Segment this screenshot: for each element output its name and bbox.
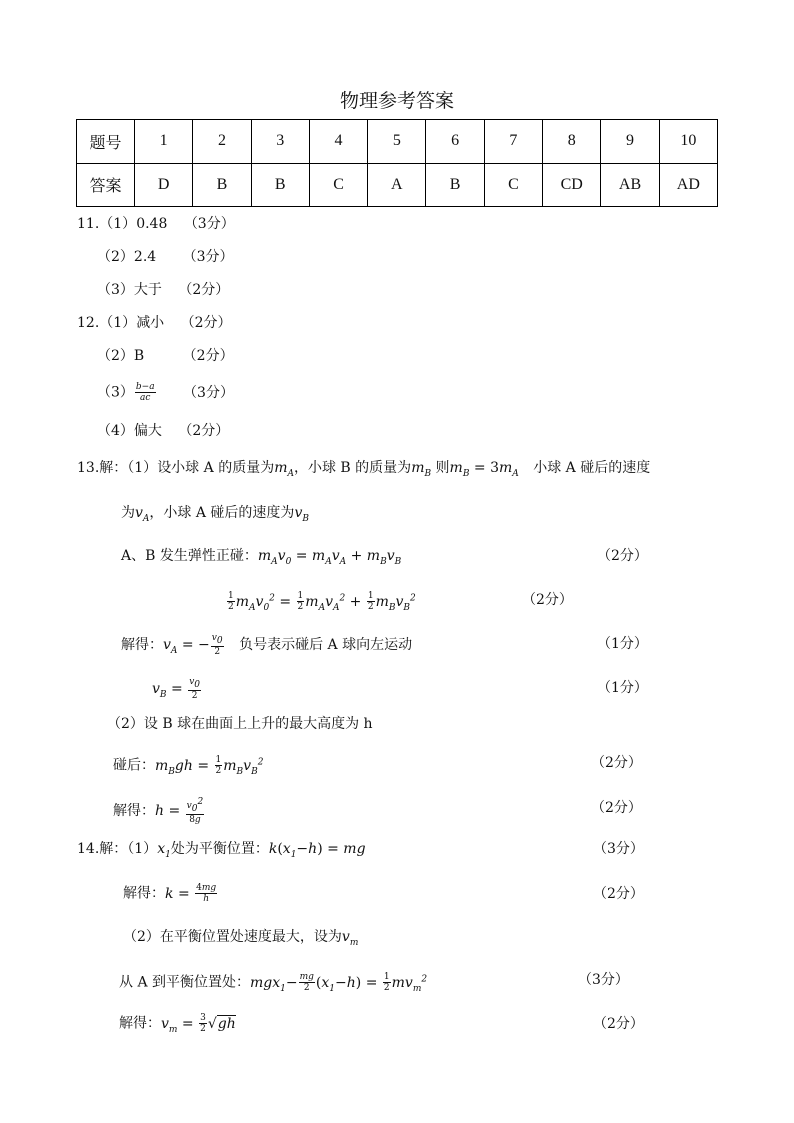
- q12-part2: [97, 346, 234, 366]
- math-mA: $m_A$: [274, 460, 294, 479]
- q14-equilibrium-label: 处为平衡位置：: [170, 841, 269, 857]
- q14-solve-label: 解得：: [123, 885, 165, 902]
- q13-negative-note: 负号表示碰后 A 球向左运动: [239, 636, 413, 653]
- q13-score-3: （1分）: [597, 636, 648, 652]
- math-vB-result: $v_B$ = $\frac{v_0}{2}$: [152, 677, 201, 701]
- q12-p1-score: （2分）: [180, 315, 232, 331]
- math-vm: $v_m$: [341, 929, 359, 948]
- q11-p1-score: （3分）: [183, 216, 235, 232]
- fraction-numerator: b−a: [135, 382, 155, 392]
- answer-cell: B: [251, 163, 309, 207]
- math-vm-result: $v_m$ = $\frac{3}{2}$ √gh: [161, 1013, 236, 1035]
- question-number: 10: [659, 120, 717, 164]
- q13-part1-label: （1）: [127, 460, 158, 476]
- q13-intro: [77, 458, 650, 484]
- question-number: 1: [135, 120, 193, 164]
- answer-cell: AB: [601, 163, 659, 207]
- answer-cell: B: [193, 163, 251, 207]
- q13-collision-label: A、B 发生弹性正碰：: [121, 548, 258, 564]
- q14-score-3: （3分）: [578, 972, 629, 988]
- q13-intro-text: ，小球 B 的质量为: [293, 460, 412, 476]
- q13-intro-text: 为: [121, 505, 135, 521]
- math-energy-eq: $\frac{1}{2}$ $m_Av_0^2$ = $\frac{1}{2}$ $m_Av_A^2$ + $\frac{1}{2}$ $m_Bv_B^2$: [228, 591, 416, 613]
- q14-part2-intro: [123, 927, 358, 953]
- row-label-number: 题号: [77, 120, 135, 164]
- q11-part3: [97, 280, 229, 300]
- q14-score-2: （2分）: [593, 886, 644, 902]
- q11-p3-label: （3）: [97, 282, 134, 298]
- answer-table: [76, 119, 718, 207]
- answer-cell: C: [484, 163, 542, 207]
- q12-p2-answer: B: [133, 348, 145, 364]
- answer-cell: A: [368, 163, 426, 207]
- math-height-eq: $m_Bgh$ = $\frac{1}{2}$ $m_Bv_B^2$: [155, 755, 264, 777]
- question-number: 4: [309, 120, 367, 164]
- q12-p4-answer: 偏大: [133, 423, 162, 439]
- q13-after-label: 碰后：: [113, 757, 155, 774]
- table-row-answers: [77, 163, 718, 207]
- q14-part1-label: （1）: [127, 841, 158, 857]
- q11-p2-label: （2）: [97, 249, 134, 265]
- q11-p1-answer: 0.48: [136, 216, 168, 232]
- math-vB: $v_B$: [294, 505, 309, 524]
- question-number: 6: [426, 120, 484, 164]
- q13-intro-text: 小球 A 碰后的速度: [533, 460, 651, 476]
- math-vA-result: $v_A$ = − $\frac{v_0}{2}$: [163, 633, 223, 657]
- q12-part3: [97, 382, 234, 403]
- page-title: 物理参考答案: [339, 90, 454, 112]
- q12-p4-label: （4）: [97, 423, 134, 439]
- q13-score-6: （2分）: [591, 800, 642, 816]
- q14-solution-vm: [119, 1013, 236, 1039]
- math-spring-eq: $k(x_1-h)$ = mg: [268, 841, 366, 860]
- q11-part2: [97, 247, 234, 267]
- q12-p3-fraction: [135, 382, 156, 403]
- q14-score-4: （2分）: [593, 1016, 644, 1032]
- q12-p4-score: （2分）: [178, 423, 230, 439]
- q12-p3-score: （3分）: [183, 384, 234, 401]
- question-number: 7: [484, 120, 542, 164]
- question-number: 9: [601, 120, 659, 164]
- q14-score-1: （3分）: [593, 841, 644, 857]
- q12-p1-label: （1）: [99, 315, 137, 331]
- answer-cell: CD: [543, 163, 601, 207]
- q14-part1: [77, 839, 366, 865]
- q13-momentum: [121, 546, 401, 572]
- q14-solution-k: [123, 883, 218, 904]
- q13-after-collision: [113, 752, 263, 781]
- q12-part4: [97, 421, 229, 441]
- q11-p2-score: （3分）: [182, 249, 234, 265]
- fraction-denominator: ac: [140, 393, 151, 403]
- answer-cell: D: [135, 163, 193, 207]
- q13-intro2: [121, 503, 309, 529]
- q13-number: 13.解：: [77, 460, 128, 476]
- q12-p2-label: （2）: [97, 348, 134, 364]
- q13-score-5: （2分）: [591, 755, 642, 771]
- row-label-answer: 答案: [77, 163, 135, 207]
- q13-solution-h: [113, 797, 205, 825]
- q12-part1: [77, 313, 232, 333]
- q14-solve-label: 解得：: [119, 1015, 161, 1032]
- q11-part1: [77, 214, 235, 234]
- math-mass-relation: $m_B = 3m_A$: [449, 460, 519, 479]
- answer-cell: AD: [659, 163, 717, 207]
- q13-score-2: （2分）: [522, 592, 573, 608]
- q12-p2-score: （2分）: [182, 348, 234, 364]
- q13-intro-text: 设小球 A 的质量为: [157, 460, 275, 476]
- question-number: 5: [368, 120, 426, 164]
- q12-p1-answer: 减小: [136, 315, 165, 331]
- q14-part2-text: （2）在平衡位置处速度最大，设为: [123, 929, 342, 945]
- q14-energy: [119, 969, 427, 998]
- q13-intro-text: 则: [435, 460, 450, 476]
- q11-p1-label: （1）: [99, 216, 137, 232]
- q13-part2-intro: （2）设 B 球在曲面上上升的最大高度为 h: [107, 716, 373, 732]
- math-momentum-eq: $m_Av_0 = m_Av_A + m_Bv_B$: [257, 548, 402, 567]
- question-number: 3: [251, 120, 309, 164]
- math-mB: $m_B$: [411, 460, 432, 479]
- q14-from-label: 从 A 到平衡位置处：: [119, 974, 251, 991]
- math-k-result: k = $\frac{4mg}{h}$: [165, 883, 217, 904]
- q11-number: 11.: [77, 216, 100, 232]
- q13-energy: [226, 588, 416, 617]
- math-x1: $x_1$: [157, 841, 171, 860]
- q13-solution-vB: [152, 677, 202, 705]
- question-number: 2: [193, 120, 251, 164]
- q13-solve-label: 解得：: [121, 636, 163, 653]
- q13-solution-vA: [121, 633, 412, 661]
- answer-cell: C: [309, 163, 367, 207]
- q11-p3-score: （2分）: [178, 282, 230, 298]
- answer-cell: B: [426, 163, 484, 207]
- math-vA: $v_A$: [135, 505, 150, 524]
- q12-p3-label: （3）: [97, 384, 134, 401]
- table-row-numbers: [77, 120, 718, 164]
- q13-solve-label: 解得：: [113, 802, 155, 819]
- q13-intro-text: ，小球 A 碰后的速度为: [149, 505, 295, 521]
- math-work-energy-eq: mgx$_1$− $\frac{mg}{2}$ $(x_1-h)$ = $\frac{1}{2}$ $mv_m^2$: [250, 972, 428, 994]
- question-number: 8: [543, 120, 601, 164]
- q12-number: 12.: [77, 315, 100, 331]
- math-h-result: h = $\frac{v_0^2}{8g}$: [155, 797, 204, 825]
- q11-p2-answer: 2.4: [133, 249, 157, 265]
- q13-score-4: （1分）: [597, 680, 648, 696]
- q14-number: 14.解：: [77, 841, 128, 857]
- q11-p3-answer: 大于: [133, 282, 162, 298]
- q13-score-1: （2分）: [597, 548, 648, 564]
